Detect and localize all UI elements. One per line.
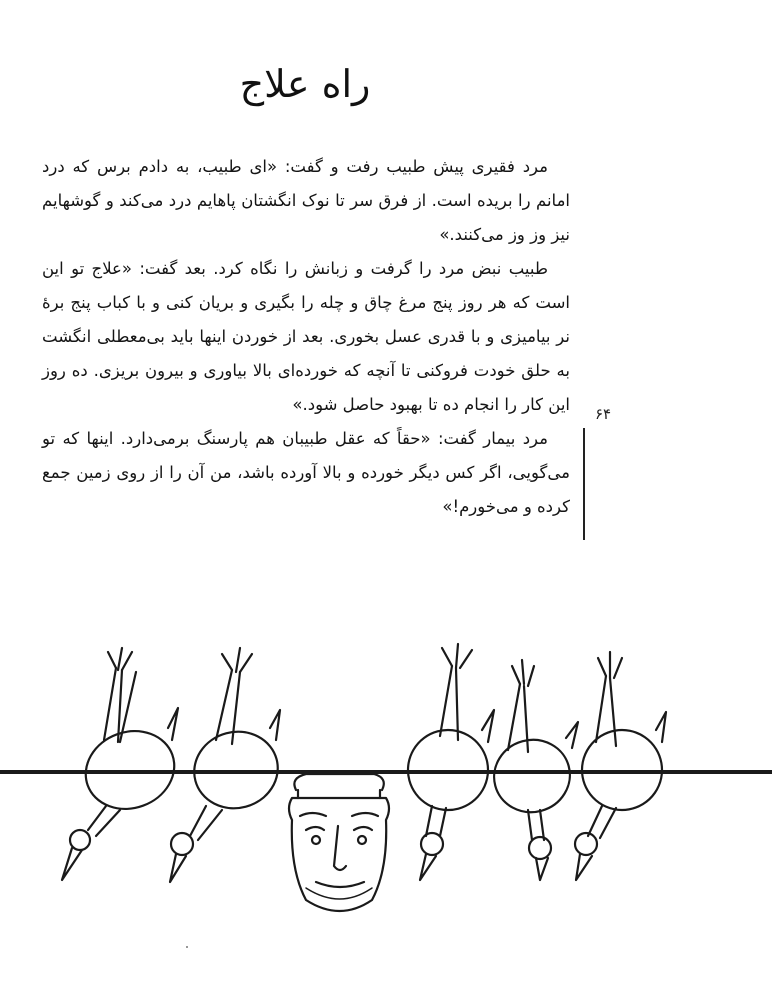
page-number: ۶۴	[595, 405, 612, 423]
roasting-spit-chickens-illustration	[0, 630, 772, 930]
margin-rule	[583, 428, 585, 540]
paragraph-2: طبیب نبض مرد را گرفت و زبانش را نگاه کرد. بعد گفت: «علاج تو این است که هر روز پنج مرغ چاق و چله را بگیری و بریان کنی و با کباب پنج برهٔ نر بیامیزی و با قدری عسل بخوری. بعد از خوردن اینها باید بی‌معطلی انگشت به حلق خودت فروکنی تا آنچه که خورده‌ای بالا بیاوری و بیرون بریزی. ده روز این کار را انجام ده تا بهبود حاصل شود.»	[42, 259, 570, 414]
story-title: راه علاج	[239, 62, 371, 106]
chicken-icon	[575, 652, 668, 880]
chicken-icon	[62, 648, 185, 880]
ink-dot	[186, 946, 188, 948]
story-text	[42, 150, 570, 524]
paragraph-1: مرد فقیری پیش طبیب رفت و گفت: «ای طبیب، به دادم برس که درد امانم را بریده است. از فرق سر تا نوک انگشتان پاهایم درد می‌کند و گوشهایم نیز وز وز می‌کنند.»	[42, 157, 570, 244]
chicken-icon	[170, 648, 286, 882]
chicken-icon	[399, 644, 497, 880]
man-head-icon	[289, 774, 389, 911]
paragraph-3: مرد بیمار گفت: «حقاً که عقل طبیبان هم پارسنگ برمی‌دارد. اینها که تو می‌گویی، اگر کس دیگر خورده و بالا آورده باشد، من آن را از روی زمین جمع کرده و می‌خورم!»	[42, 429, 570, 516]
